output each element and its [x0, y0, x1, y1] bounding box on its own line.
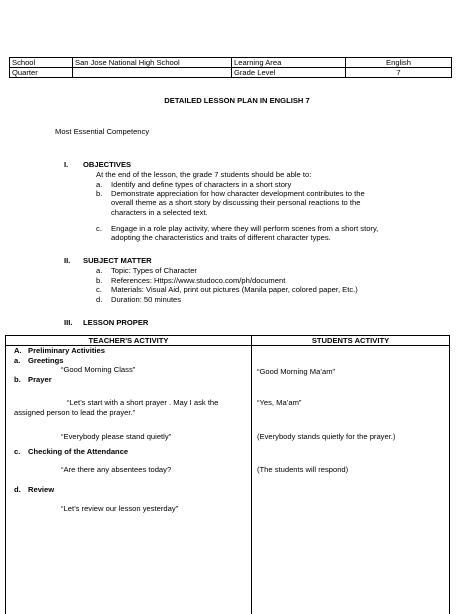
learning-area-value: English — [346, 58, 452, 68]
subject-text: Topic: Types of Character — [111, 266, 197, 275]
objective-text: overall theme as a short story by discussing their personal reactions to the — [111, 198, 361, 208]
subject-matter-number: II. — [64, 256, 71, 265]
subject-matter-label: SUBJECT MATTER — [83, 256, 152, 265]
lesson-proper-label: LESSON PROPER — [83, 318, 149, 327]
greet-teacher-text: “Good Morning Class” — [61, 365, 136, 374]
page-title: DETAILED LESSON PLAN IN ENGLISH 7 — [164, 96, 310, 105]
greetings-marker: a. — [14, 355, 21, 365]
prayer-marker: b. — [14, 375, 21, 384]
school-label: School — [10, 58, 73, 68]
school-info-table — [9, 57, 452, 78]
subject-item — [96, 276, 436, 286]
grade-level-value: 7 — [346, 68, 452, 78]
subject-text: References: Https://www.studoco.com/ph/document — [111, 275, 286, 285]
attendance-marker: c. — [14, 447, 21, 456]
quarter-value — [73, 68, 232, 78]
objective-marker: c. — [96, 224, 102, 233]
review-marker: d. — [14, 485, 21, 494]
objective-text: Identify and define types of characters in a short story — [111, 179, 292, 189]
objective-text: characters in a selected text. — [111, 207, 208, 217]
activity-table — [5, 335, 450, 614]
objectives-heading — [64, 160, 264, 170]
attendance-student-text: (The students will respond) — [257, 465, 349, 474]
greet-student-text: “Good Morning Ma’am” — [257, 367, 336, 376]
students-activity-header: STUDENTS ACTIVITY — [311, 336, 390, 345]
lesson-proper-number: III. — [64, 318, 73, 327]
prayer-student-text: “Yes, Ma’am” — [257, 398, 302, 407]
grade-level-label: Grade Level — [232, 68, 346, 78]
objective-item — [96, 224, 436, 244]
prayer-label: Prayer — [28, 375, 52, 384]
stand-teacher-text: “Everybody please stand quietly” — [61, 432, 172, 441]
objectives-label: OBJECTIVES — [83, 160, 132, 169]
subject-matter-heading — [64, 256, 264, 266]
subject-item — [96, 285, 436, 295]
objective-item — [96, 180, 436, 190]
column-divider — [251, 336, 252, 614]
review-label: Review — [28, 485, 55, 494]
objective-text: Demonstrate appreciation for how character development contributes to the — [111, 189, 365, 198]
lesson-proper-heading — [64, 318, 264, 328]
subject-item — [96, 295, 436, 305]
subject-text: Materials: Visual Aid, print out pictures (Manila paper, colored paper, Etc.) — [111, 285, 358, 294]
objective-text: Engage in a role play activity, where they will perform scenes from a short story, — [111, 224, 379, 233]
quarter-label: Quarter — [10, 68, 73, 78]
info-row-school — [10, 58, 452, 68]
subject-marker: d. — [96, 294, 103, 304]
greetings-label: Greetings — [28, 355, 64, 365]
review-teacher-text: “Let’s review our lesson yesterday” — [61, 504, 179, 513]
subject-marker: c. — [96, 285, 102, 294]
prayer-teacher-line-2: assigned person to lead the prayer.” — [14, 407, 136, 417]
info-row-quarter — [10, 68, 452, 78]
section-a-label: Preliminary Activities — [28, 346, 105, 355]
objective-marker: a. — [96, 179, 103, 189]
objective-item — [96, 189, 436, 219]
objectives-intro: At the end of the lesson, the grade 7 students should be able to: — [96, 170, 312, 179]
competency-label: Most Essential Competency — [55, 127, 150, 136]
attendance-label: Checking of the Attendance — [28, 447, 129, 456]
subject-text: Duration: 50 minutes — [111, 294, 182, 304]
subject-marker: b. — [96, 275, 103, 285]
objective-text: adopting the characteristics and traits of different character types. — [111, 233, 331, 243]
school-name: San Jose National High School — [73, 58, 232, 68]
stand-student-text: (Everybody stands quietly for the prayer.) — [257, 432, 396, 441]
learning-area-label: Learning Area — [232, 58, 346, 68]
teacher-activity-header: TEACHER'S ACTIVITY — [88, 336, 169, 345]
section-a-marker: A. — [14, 346, 22, 355]
subject-marker: a. — [96, 266, 103, 275]
prayer-teacher-line-1: “Let’s start with a short prayer . May I ask the — [67, 398, 219, 407]
objectives-number: I. — [64, 160, 69, 169]
subject-item — [96, 266, 436, 276]
objective-marker: b. — [96, 189, 103, 198]
attendance-teacher-text: “Are there any absentees today? — [61, 465, 172, 474]
